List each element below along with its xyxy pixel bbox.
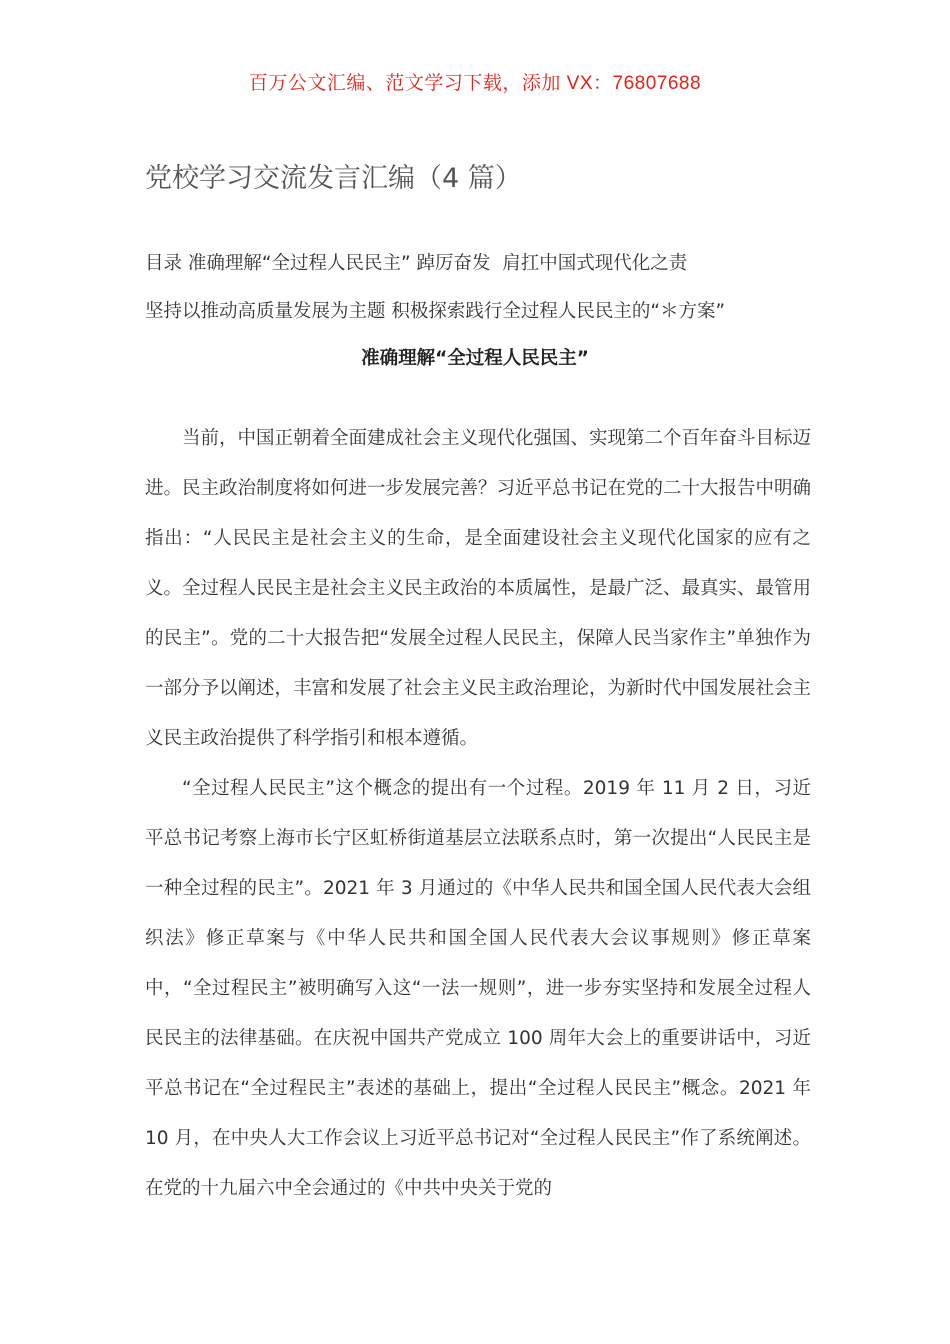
- toc-item: 踔厉奋发 肩扛中国式现代化之责: [416, 253, 688, 274]
- toc-item: 积极探索践行全过程人民民主的“＊方案”: [391, 301, 726, 322]
- section-heading: 准确理解“全过程人民民主”: [361, 348, 589, 369]
- body-paragraph: “全过程人民民主”这个概念的提出有一个过程。2019 年 11 月 2 日，习近平总书记考察上海市长宁区虹桥街道基层立法联系点时，第一次提出“人民民主是一种全过程的民主”。2021 年 3 月通过的《中华人民共和国全国人民代表大会组织法》修正草案与《中华人民共和国全国人民代表大会议事规则》修正草案中，“全过程民主”被明确写入这“一法一规则”，进一步夯实坚持和发展全过程人民民主的法律基础。在庆祝中国共产党成立 100 周年大会上的重要讲话中，习近平总书记在“全过程民主”表述的基础上，提出“全过程人民民主”概念。2021 年 10 月，在中央人大工作会议上习近平总书记对“全过程人民民主”作了系统阐述。在党的十九届六中全会通过的《中共中央关于党的: [145, 778, 811, 1199]
- body-paragraph: 当前，中国正朝着全面建成社会主义现代化强国、实现第二个百年奋斗目标迈进。民主政治制度将如何进一步发展完善？习近平总书记在党的二十大报告中明确指出：“人民民主是社会主义的生命，是全面建设社会主义现代化国家的应有之义。全过程人民民主是社会主义民主政治的本质属性，是最广泛、最真实、最管用的民主”。党的二十大报告把“发展全过程人民民主，保障人民当家作主”单独作为一部分予以阐述，丰富和发展了社会主义民主政治理论，为新时代中国发展社会主义民主政治提供了科学指引和根本遵循。: [145, 428, 812, 749]
- table-of-contents: [145, 240, 810, 336]
- toc-item: 坚持以推动高质量发展为主题: [145, 301, 386, 322]
- promo-banner: 百万公文汇编、范文学习下载，添加 VX：76807688: [248, 73, 702, 94]
- toc-label: 目录: [145, 253, 183, 274]
- document-title: 党校学习交流发言汇编（4 篇）: [145, 163, 522, 194]
- toc-item: 准确理解“全过程人民民主”: [187, 253, 411, 274]
